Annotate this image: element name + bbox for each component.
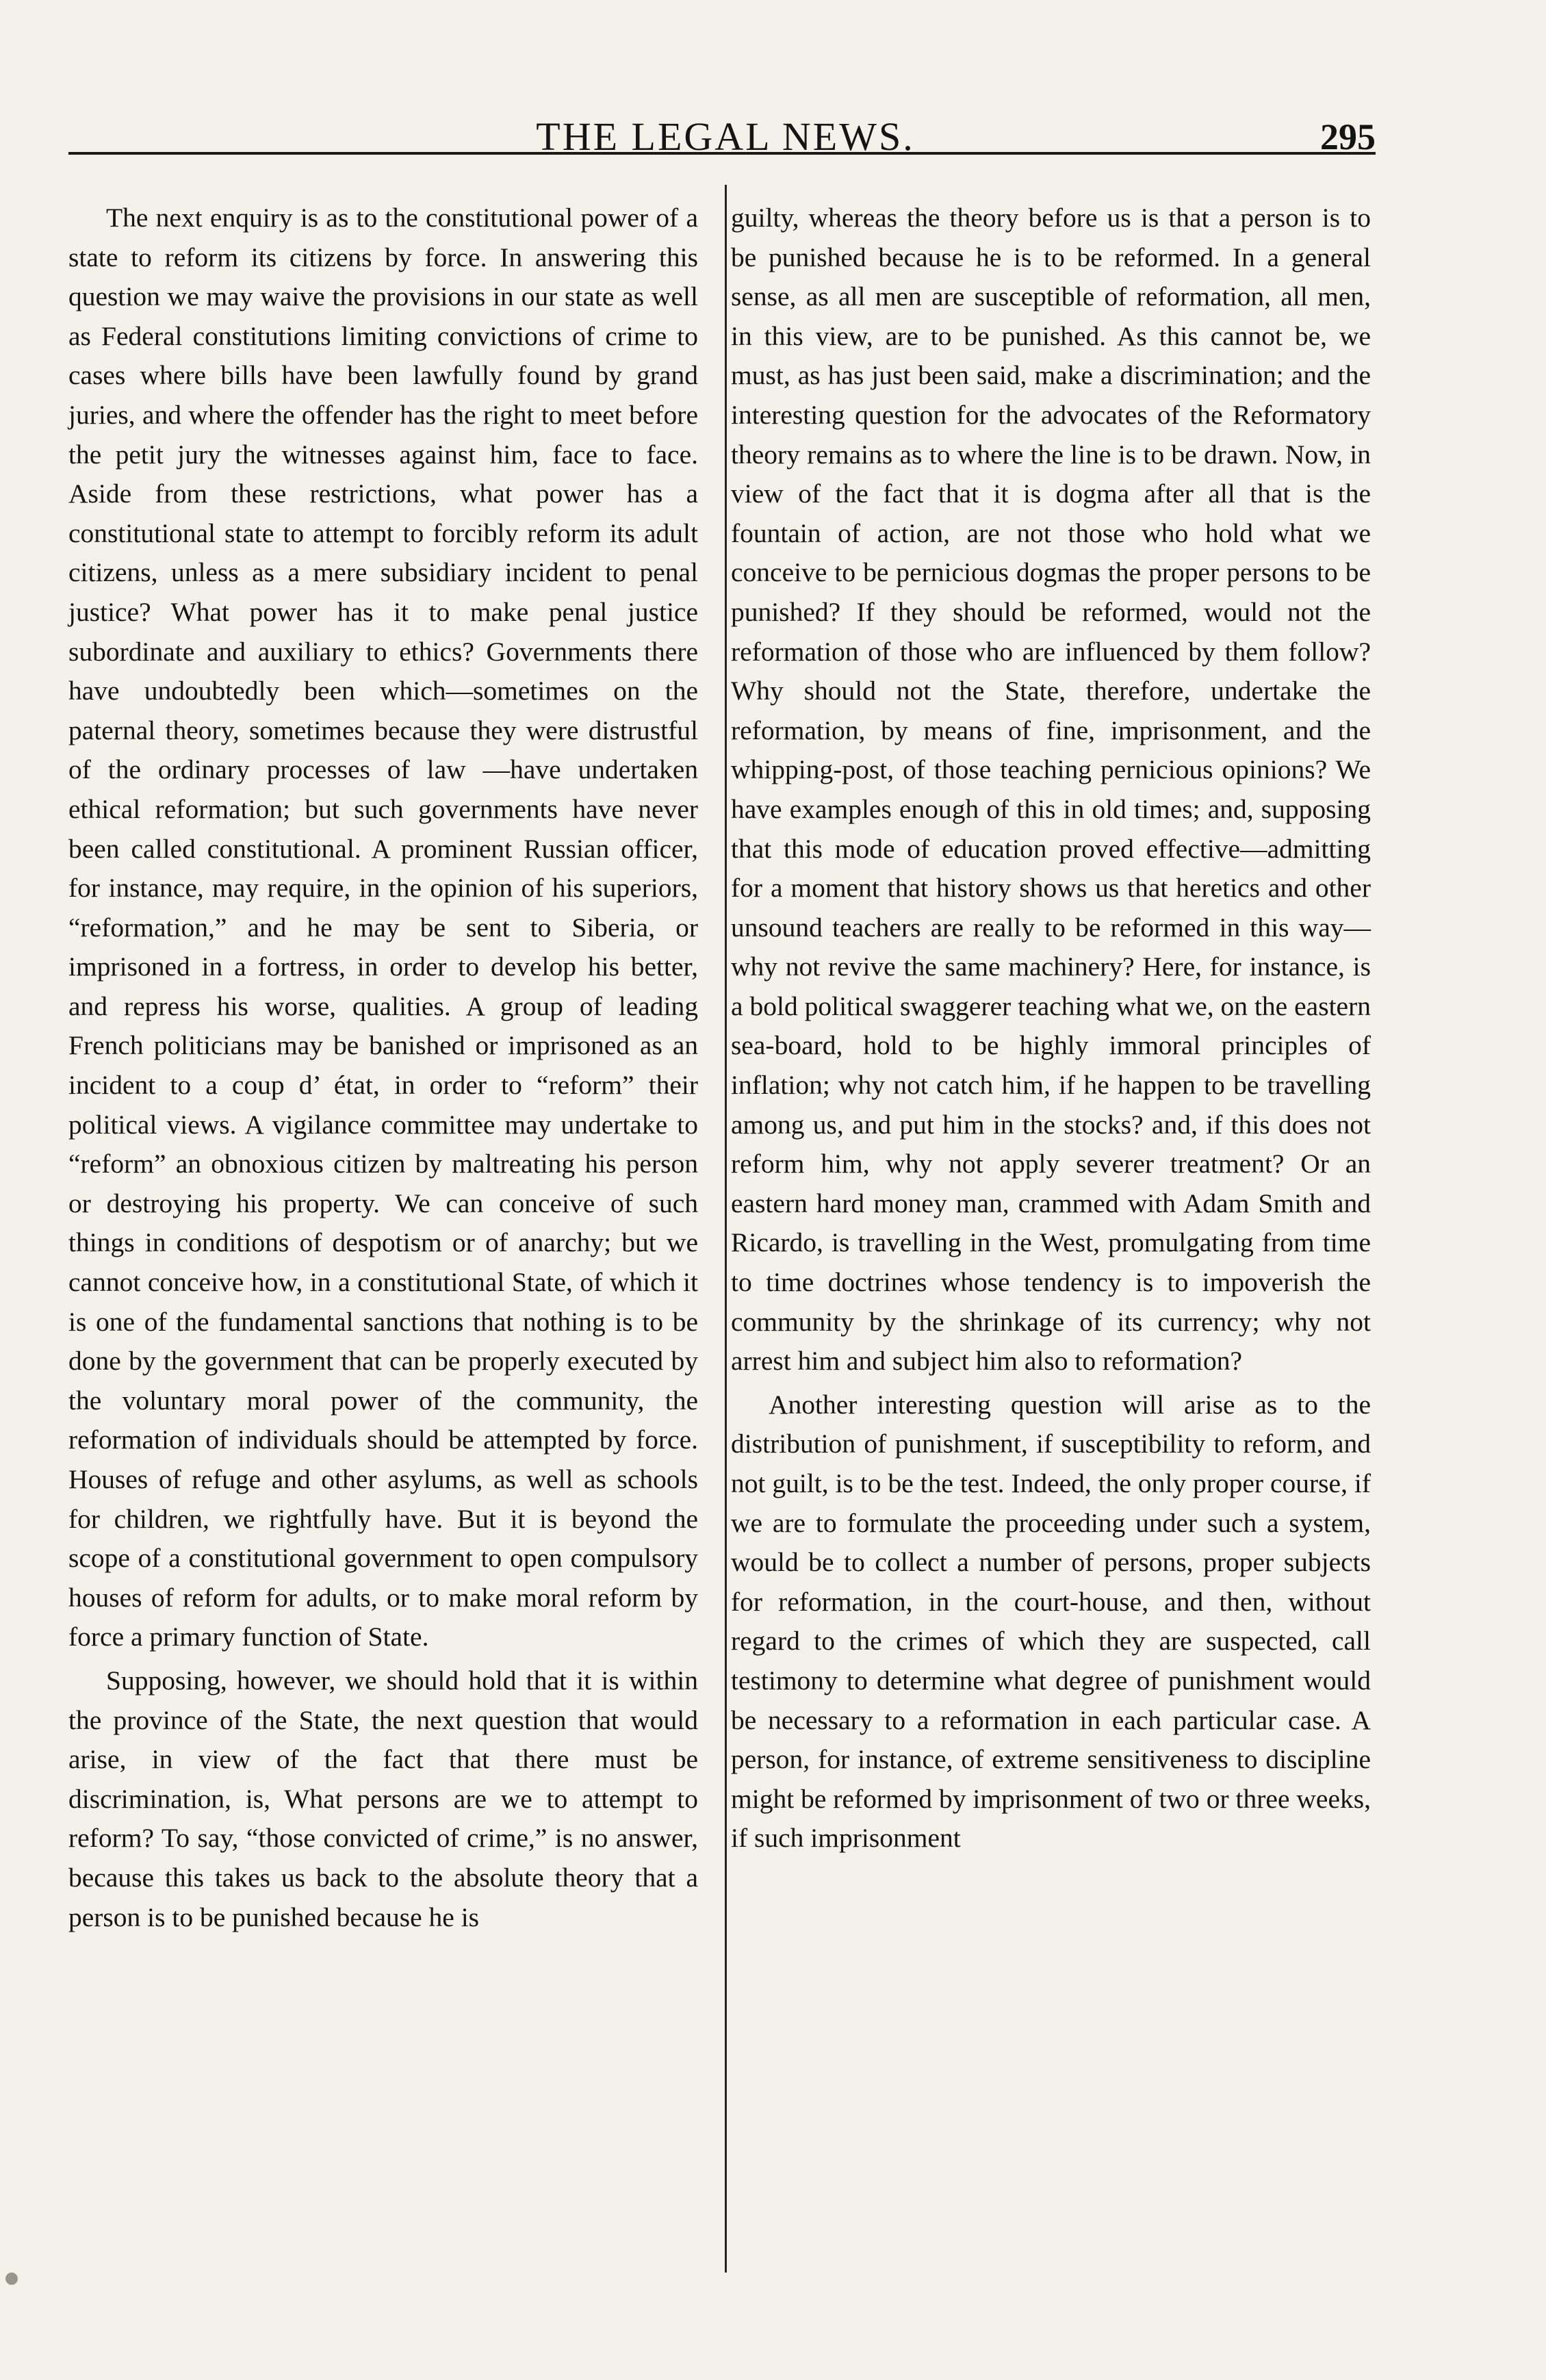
paragraph-continued: guilty, whereas the theory before us is that a person is to be punished because he is to be reformed. In a general sense, as all men are susceptible of reformation, all men, in this view, are to be punished. As this cannot be, we must, as has just been said, make a discrimination; and the interesting question for the advocates of the Reformatory theory remains as to where the line is to be drawn. Now, in view of the fact that it is dogma after all that is the fountain of action, are not those who hold what we conceive to be pernicious dogmas the proper persons to be punished? If they should be reformed, would not the reformation of those who are influenced by them follow? Why should not the State, therefore, undertake the reformation, by means of fine, imprisonment, and the whipping-post, of those teaching pernicious opinions? We have examples enough of this in old times; and, supposing that this mode of education proved effective—admitting for a moment that history shows us that heretics and other unsound teachers are really to be reformed in this way—why not revive the same machinery? Here, for instance, is a bold political swaggerer teaching what we, on the eastern sea-board, hold to be highly immoral principles of inflation; why not catch him, if he happen to be travelling among us, and put him in the stocks? and, if this does not reform him, why not apply severer treatment? Or an eastern hard money man, crammed with Adam Smith and Ricardo, is travelling in the West, promulgating from time to time doctrines whose tendency is to impoverish the community by the shrinkage of its currency; why not arrest him and subject him also to reformation? xyxy=(731,203,1371,1377)
right-column xyxy=(731,199,1371,1863)
paragraph: Another interesting question will arise as to the distribution of punishment, if susceptibility to reform, and not guilt, is to be the test. Indeed, the only proper course, if we are to formulate the proceeding under such a system, would be to collect a number of persons, proper subjects for reformation, in the court-house, and then, without regard to the crimes of which they are suspected, call testimony to determine what degree of punishment would be necessary to a reformation in each particular case. A person, for instance, of extreme sensitiveness to discipline might be reformed by imprisonment of two or three weeks, if such imprisonment xyxy=(731,1389,1371,1854)
paragraph: Supposing, however, we should hold that it is within the province of the State, the next question that would arise, in view of the fact that there must be discrimination, is, What persons are we to attempt to reform? To say, “those convicted of crime,” is no answer, because this takes us back to the absolute theory that a person is to be punished because he is xyxy=(68,1665,698,1932)
paragraph: The next enquiry is as to the constitutional power of a state to reform its citizens by force. In answering this question we may waive the provisions in our state as well as Federal constitutions limiting convictions of crime to cases where bills have been lawfully found by grand juries, and where the offender has the right to meet before the petit jury the witnesses against him, face to face. Aside from these restrictions, what power has a constitutional state to attempt to forcibly reform its adult citizens, unless as a mere subsidiary incident to penal justice? What power has it to make penal justice subordinate and auxiliary to ethics? Governments there have undoubtedly been which—sometimes on the paternal theory, sometimes because they were distrustful of the ordinary processes of law —have undertaken ethical reformation; but such governments have never been called constitutional. A prominent Russian officer, for instance, may require, in the opinion of his superiors, “reformation,” and he may be sent to Siberia, or imprisoned in a fortress, in order to develop his better, and repress his worse, qualities. A group of leading French politicians may be banished or imprisoned as an incident to a coup d’ état, in order to “reform” their political views. A vigilance committee may undertake to “reform” an obnoxious citizen by maltreating his person or destroying his property. We can conceive of such things in conditions of despotism or of anarchy; but we cannot conceive how, in a constitutional State, of which it is one of the fundamental sanctions that nothing is to be done by the government that can be properly executed by the voluntary moral power of the community, the reformation of individuals should be attempted by force. Houses of refuge and other asylums, as well as schools for children, we rightfully have. But it is beyond the scope of a constitutional government to open compulsory houses of reform for adults, or to make moral reform by force a primary function of State. xyxy=(68,203,698,1652)
scan-speck xyxy=(5,2273,18,2285)
column-divider xyxy=(725,185,727,2273)
running-title: THE LEGAL NEWS. xyxy=(536,114,915,159)
page-number: 295 xyxy=(1320,116,1376,157)
header-rule xyxy=(68,152,1376,155)
left-column xyxy=(68,199,698,1941)
page-header xyxy=(0,110,1546,164)
